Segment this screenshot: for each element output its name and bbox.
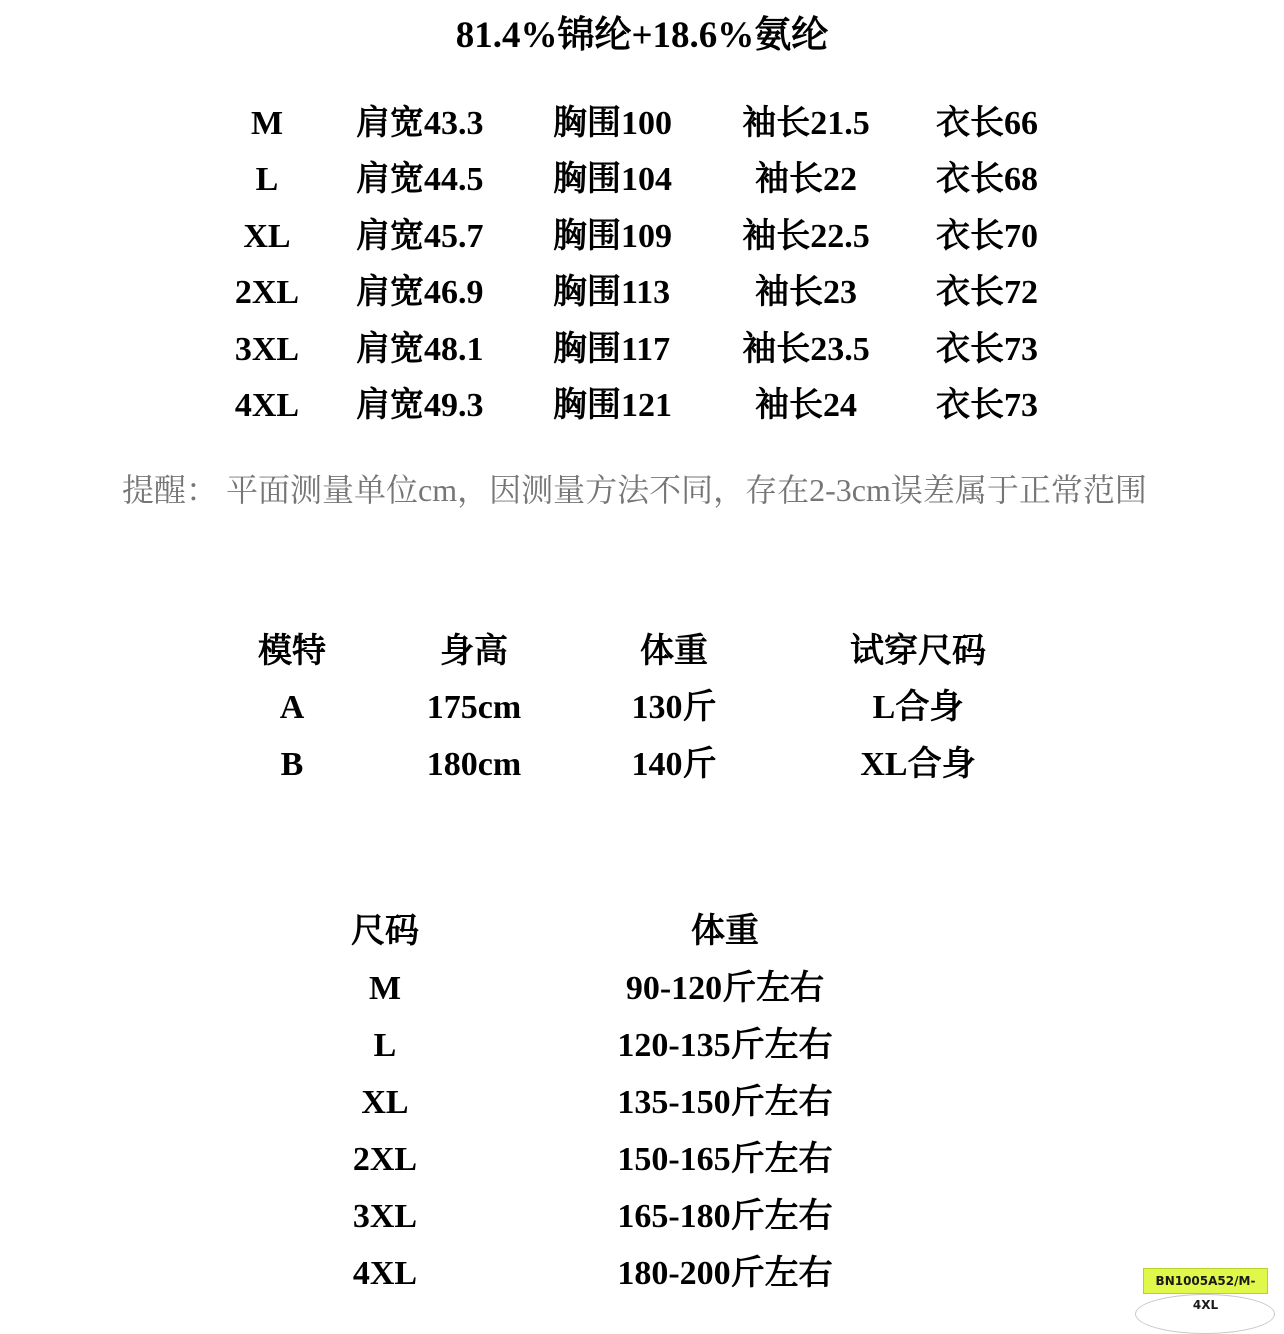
column-header: 体重 [691, 913, 759, 950]
shoulder-width: 肩宽48.1 [356, 331, 484, 368]
size-label: XL [243, 218, 291, 255]
shoulder-width: 肩宽45.7 [356, 218, 484, 255]
table-row [0, 1136, 1284, 1193]
table-cell: 130斤 [631, 689, 717, 726]
sleeve-length: 袖长23 [755, 274, 857, 311]
page-title: 81.4%锦纶+18.6%氨纶 [455, 15, 829, 56]
shoulder-width: 肩宽46.9 [356, 274, 484, 311]
column-header: 尺码 [351, 913, 419, 950]
size-label: 3XL [234, 331, 300, 368]
table-cell: XL [361, 1084, 409, 1121]
table-cell: 90-120斤左右 [625, 970, 825, 1007]
table-row [0, 156, 1284, 212]
garment-length: 衣长73 [936, 331, 1038, 368]
table-cell: A [279, 689, 305, 726]
garment-length: 衣长72 [936, 274, 1038, 311]
column-header: 身高 [440, 633, 508, 670]
shoulder-width: 肩宽49.3 [356, 387, 484, 424]
table-cell: 165-180斤左右 [617, 1198, 833, 1235]
chest-circumference: 胸围109 [553, 218, 672, 255]
garment-length: 衣长73 [936, 387, 1038, 424]
table-row [0, 1022, 1284, 1079]
table-cell: L合身 [872, 689, 964, 726]
table-cell: XL合身 [860, 746, 976, 783]
table-row [0, 684, 1284, 740]
shoulder-width: 肩宽43.3 [356, 105, 484, 142]
chest-circumference: 胸围104 [553, 161, 672, 198]
table-row [0, 382, 1284, 438]
garment-length: 衣长70 [936, 218, 1038, 255]
table-cell: 150-165斤左右 [617, 1141, 833, 1178]
table-cell: 135-150斤左右 [617, 1084, 833, 1121]
table-row [0, 213, 1284, 269]
table-row [0, 269, 1284, 325]
size-label: 4XL [234, 387, 300, 424]
chest-circumference: 胸围121 [553, 387, 672, 424]
chest-circumference: 胸围100 [553, 105, 672, 142]
table-cell: 3XL [352, 1198, 418, 1235]
shoulder-width: 肩宽44.5 [356, 161, 484, 198]
column-header: 模特 [258, 633, 326, 670]
size-label: 2XL [234, 274, 300, 311]
column-header: 试穿尺码 [850, 633, 986, 670]
table-row [0, 741, 1284, 797]
sleeve-length: 袖长22.5 [742, 218, 870, 255]
table-cell: 175cm [426, 689, 522, 726]
sleeve-length: 袖长22 [755, 161, 857, 198]
measurement-note: 提醒： 平面测量单位cm，因测量方法不同，存在2-3cm误差属于正常范围 [122, 472, 1147, 508]
table-row [0, 326, 1284, 382]
table-row [0, 100, 1284, 156]
table-cell: 140斤 [631, 746, 717, 783]
table-row [0, 1250, 1284, 1307]
table-cell: 180-200斤左右 [617, 1255, 833, 1292]
table-row [0, 965, 1284, 1022]
garment-length: 衣长66 [936, 105, 1038, 142]
table-cell: 180cm [426, 746, 522, 783]
column-header: 体重 [640, 633, 708, 670]
sleeve-length: 袖长24 [755, 387, 857, 424]
table-cell: 4XL [352, 1255, 418, 1292]
chest-circumference: 胸围117 [553, 331, 671, 368]
table-header-row [0, 908, 1284, 965]
sleeve-length: 袖长21.5 [742, 105, 870, 142]
table-cell: B [280, 746, 304, 783]
table-cell: 120-135斤左右 [617, 1027, 833, 1064]
table-header-row [0, 628, 1284, 684]
table-row [0, 1079, 1284, 1136]
size-label: L [255, 161, 279, 198]
table-row [0, 1193, 1284, 1250]
sleeve-length: 袖长23.5 [742, 331, 870, 368]
table-cell: 2XL [352, 1141, 418, 1178]
garment-length: 衣长68 [936, 161, 1038, 198]
chest-circumference: 胸围113 [553, 274, 671, 311]
size-label: M [250, 105, 284, 142]
table-cell: M [368, 970, 402, 1007]
product-code-badge: BN1005A52/M-4XL [1143, 1268, 1268, 1294]
table-cell: L [373, 1027, 397, 1064]
